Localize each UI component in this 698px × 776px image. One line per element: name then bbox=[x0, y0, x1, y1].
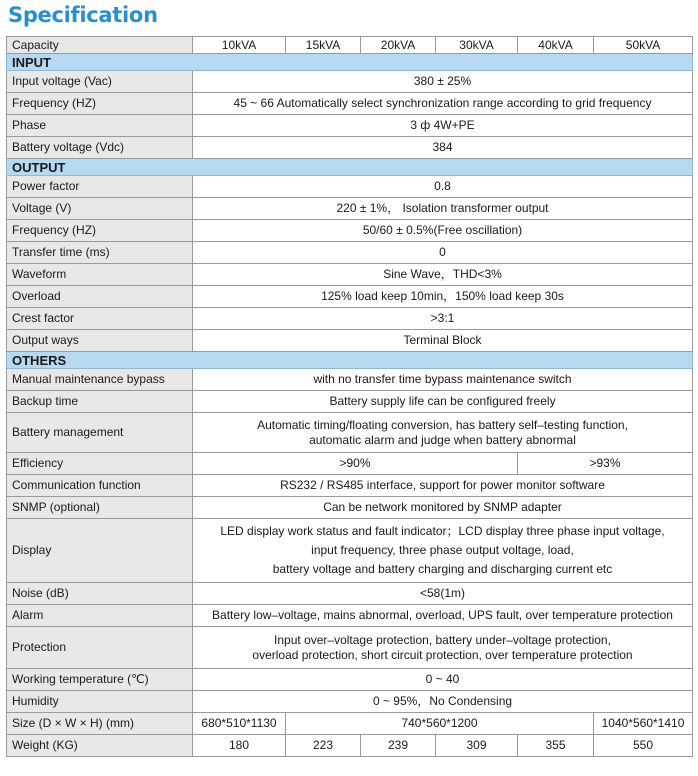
section-header-others bbox=[7, 352, 693, 369]
spec-row bbox=[7, 369, 693, 391]
value-line: overload protection, short circuit protection, over temperature protection bbox=[252, 647, 633, 662]
spec-value: 384 bbox=[193, 137, 693, 159]
section-title: OUTPUT bbox=[7, 159, 693, 176]
spec-value: 0.8 bbox=[193, 176, 693, 198]
spec-label: Waveform bbox=[7, 264, 193, 286]
spec-value: 125% load keep 10min，150% load keep 30s bbox=[193, 286, 693, 308]
spec-label: Backup time bbox=[7, 391, 193, 413]
capacity-model: 15kVA bbox=[286, 37, 361, 54]
section-header-output bbox=[7, 159, 693, 176]
spec-row bbox=[7, 71, 693, 93]
spec-value: >90% bbox=[193, 453, 518, 475]
spec-label: Crest factor bbox=[7, 308, 193, 330]
spec-label: Humidity bbox=[7, 691, 193, 713]
page-title: Specification bbox=[8, 3, 158, 27]
spec-label: SNMP (optional) bbox=[7, 497, 193, 519]
spec-row bbox=[7, 93, 693, 115]
spec-row bbox=[7, 627, 693, 669]
spec-value: 380 ± 25% bbox=[193, 71, 693, 93]
spec-value bbox=[193, 413, 693, 453]
spec-value: Sine Wave，THD<3% bbox=[193, 264, 693, 286]
spec-label: Battery management bbox=[7, 413, 193, 453]
section-header-input bbox=[7, 54, 693, 71]
capacity-model: 20kVA bbox=[361, 37, 436, 54]
spec-label: Phase bbox=[7, 115, 193, 137]
spec-value: 50/60 ± 0.5%(Free oscillation) bbox=[193, 220, 693, 242]
spec-label: Communication function bbox=[7, 475, 193, 497]
spec-value: >93% bbox=[518, 453, 693, 475]
spec-label: Efficiency bbox=[7, 453, 193, 475]
spec-row bbox=[7, 137, 693, 159]
spec-row bbox=[7, 519, 693, 583]
spec-label: Output ways bbox=[7, 330, 193, 352]
spec-value: 309 bbox=[436, 735, 518, 757]
spec-row bbox=[7, 115, 693, 137]
spec-row bbox=[7, 264, 693, 286]
spec-label: Frequency (HZ) bbox=[7, 93, 193, 115]
spec-row bbox=[7, 308, 693, 330]
spec-value: 3 ф 4W+PE bbox=[193, 115, 693, 137]
value-line: input frequency, three phase output voltage, load, bbox=[311, 543, 574, 557]
spec-label: Weight (KG) bbox=[7, 735, 193, 757]
spec-value: 45 ~ 66 Automatically select synchronization range according to grid frequency bbox=[193, 93, 693, 115]
spec-row bbox=[7, 176, 693, 198]
spec-label: Power factor bbox=[7, 176, 193, 198]
spec-value: 0 bbox=[193, 242, 693, 264]
spec-label: Transfer time (ms) bbox=[7, 242, 193, 264]
spec-label: Input voltage (Vac) bbox=[7, 71, 193, 93]
spec-value: with no transfer time bypass maintenance switch bbox=[193, 369, 693, 391]
spec-label: Overload bbox=[7, 286, 193, 308]
spec-value bbox=[193, 627, 693, 669]
capacity-model: 40kVA bbox=[518, 37, 594, 54]
spec-row bbox=[7, 453, 693, 475]
spec-label: Manual maintenance bypass bbox=[7, 369, 193, 391]
section-title: INPUT bbox=[7, 54, 693, 71]
spec-row bbox=[7, 669, 693, 691]
spec-value: >3:1 bbox=[193, 308, 693, 330]
spec-value: 223 bbox=[286, 735, 361, 757]
value-line: automatic alarm and judge when battery abnormal bbox=[309, 432, 576, 447]
spec-label: Protection bbox=[7, 627, 193, 669]
spec-value: 680*510*1130 bbox=[193, 713, 286, 735]
spec-row bbox=[7, 198, 693, 220]
value-line: LED display work status and fault indicator；LCD display three phase input voltage, bbox=[220, 524, 665, 538]
spec-row bbox=[7, 220, 693, 242]
spec-label: Size (D × W × H) (mm) bbox=[7, 713, 193, 735]
spec-row bbox=[7, 242, 693, 264]
capacity-label: Capacity bbox=[7, 37, 193, 54]
spec-label: Battery voltage (Vdc) bbox=[7, 137, 193, 159]
spec-row bbox=[7, 475, 693, 497]
spec-value bbox=[193, 519, 693, 583]
spec-row bbox=[7, 330, 693, 352]
spec-row bbox=[7, 413, 693, 453]
spec-row bbox=[7, 605, 693, 627]
spec-label: Alarm bbox=[7, 605, 193, 627]
spec-value: <58(1m) bbox=[193, 583, 693, 605]
spec-row bbox=[7, 735, 693, 757]
spec-value: 220 ± 1%， Isolation transformer output bbox=[193, 198, 693, 220]
spec-label: Display bbox=[7, 519, 193, 583]
spec-row bbox=[7, 286, 693, 308]
spec-label: Noise (dB) bbox=[7, 583, 193, 605]
spec-row bbox=[7, 391, 693, 413]
spec-value: 740*560*1200 bbox=[286, 713, 594, 735]
spec-value: 550 bbox=[594, 735, 693, 757]
spec-table bbox=[6, 36, 693, 757]
spec-label: Frequency (HZ) bbox=[7, 220, 193, 242]
spec-row bbox=[7, 691, 693, 713]
spec-value: 0 ~ 40 bbox=[193, 669, 693, 691]
spec-value: RS232 / RS485 interface, support for power monitor software bbox=[193, 475, 693, 497]
spec-value: 0 ~ 95%，No Condensing bbox=[193, 691, 693, 713]
spec-value: Can be network monitored by SNMP adapter bbox=[193, 497, 693, 519]
capacity-model: 50kVA bbox=[594, 37, 693, 54]
spec-value: Battery low–voltage, mains abnormal, overload, UPS fault, over temperature protection bbox=[193, 605, 693, 627]
capacity-model: 30kVA bbox=[436, 37, 518, 54]
value-line: Automatic timing/floating conversion, has battery self–testing function, bbox=[257, 417, 628, 432]
spec-value: 1040*560*1410 bbox=[594, 713, 693, 735]
value-line: Input over–voltage protection, battery under–voltage protection, bbox=[274, 632, 611, 647]
spec-row bbox=[7, 497, 693, 519]
capacity-model: 10kVA bbox=[193, 37, 286, 54]
capacity-row bbox=[7, 37, 693, 54]
spec-row bbox=[7, 583, 693, 605]
spec-value: 180 bbox=[193, 735, 286, 757]
value-line: battery voltage and battery charging and discharging current etc bbox=[272, 562, 613, 576]
spec-label: Working temperature (℃) bbox=[7, 669, 193, 691]
spec-label: Voltage (V) bbox=[7, 198, 193, 220]
spec-row bbox=[7, 713, 693, 735]
spec-value: 239 bbox=[361, 735, 436, 757]
section-title: OTHERS bbox=[7, 352, 693, 369]
spec-value: 355 bbox=[518, 735, 594, 757]
spec-value: Battery supply life can be configured freely bbox=[193, 391, 693, 413]
spec-value: Terminal Block bbox=[193, 330, 693, 352]
